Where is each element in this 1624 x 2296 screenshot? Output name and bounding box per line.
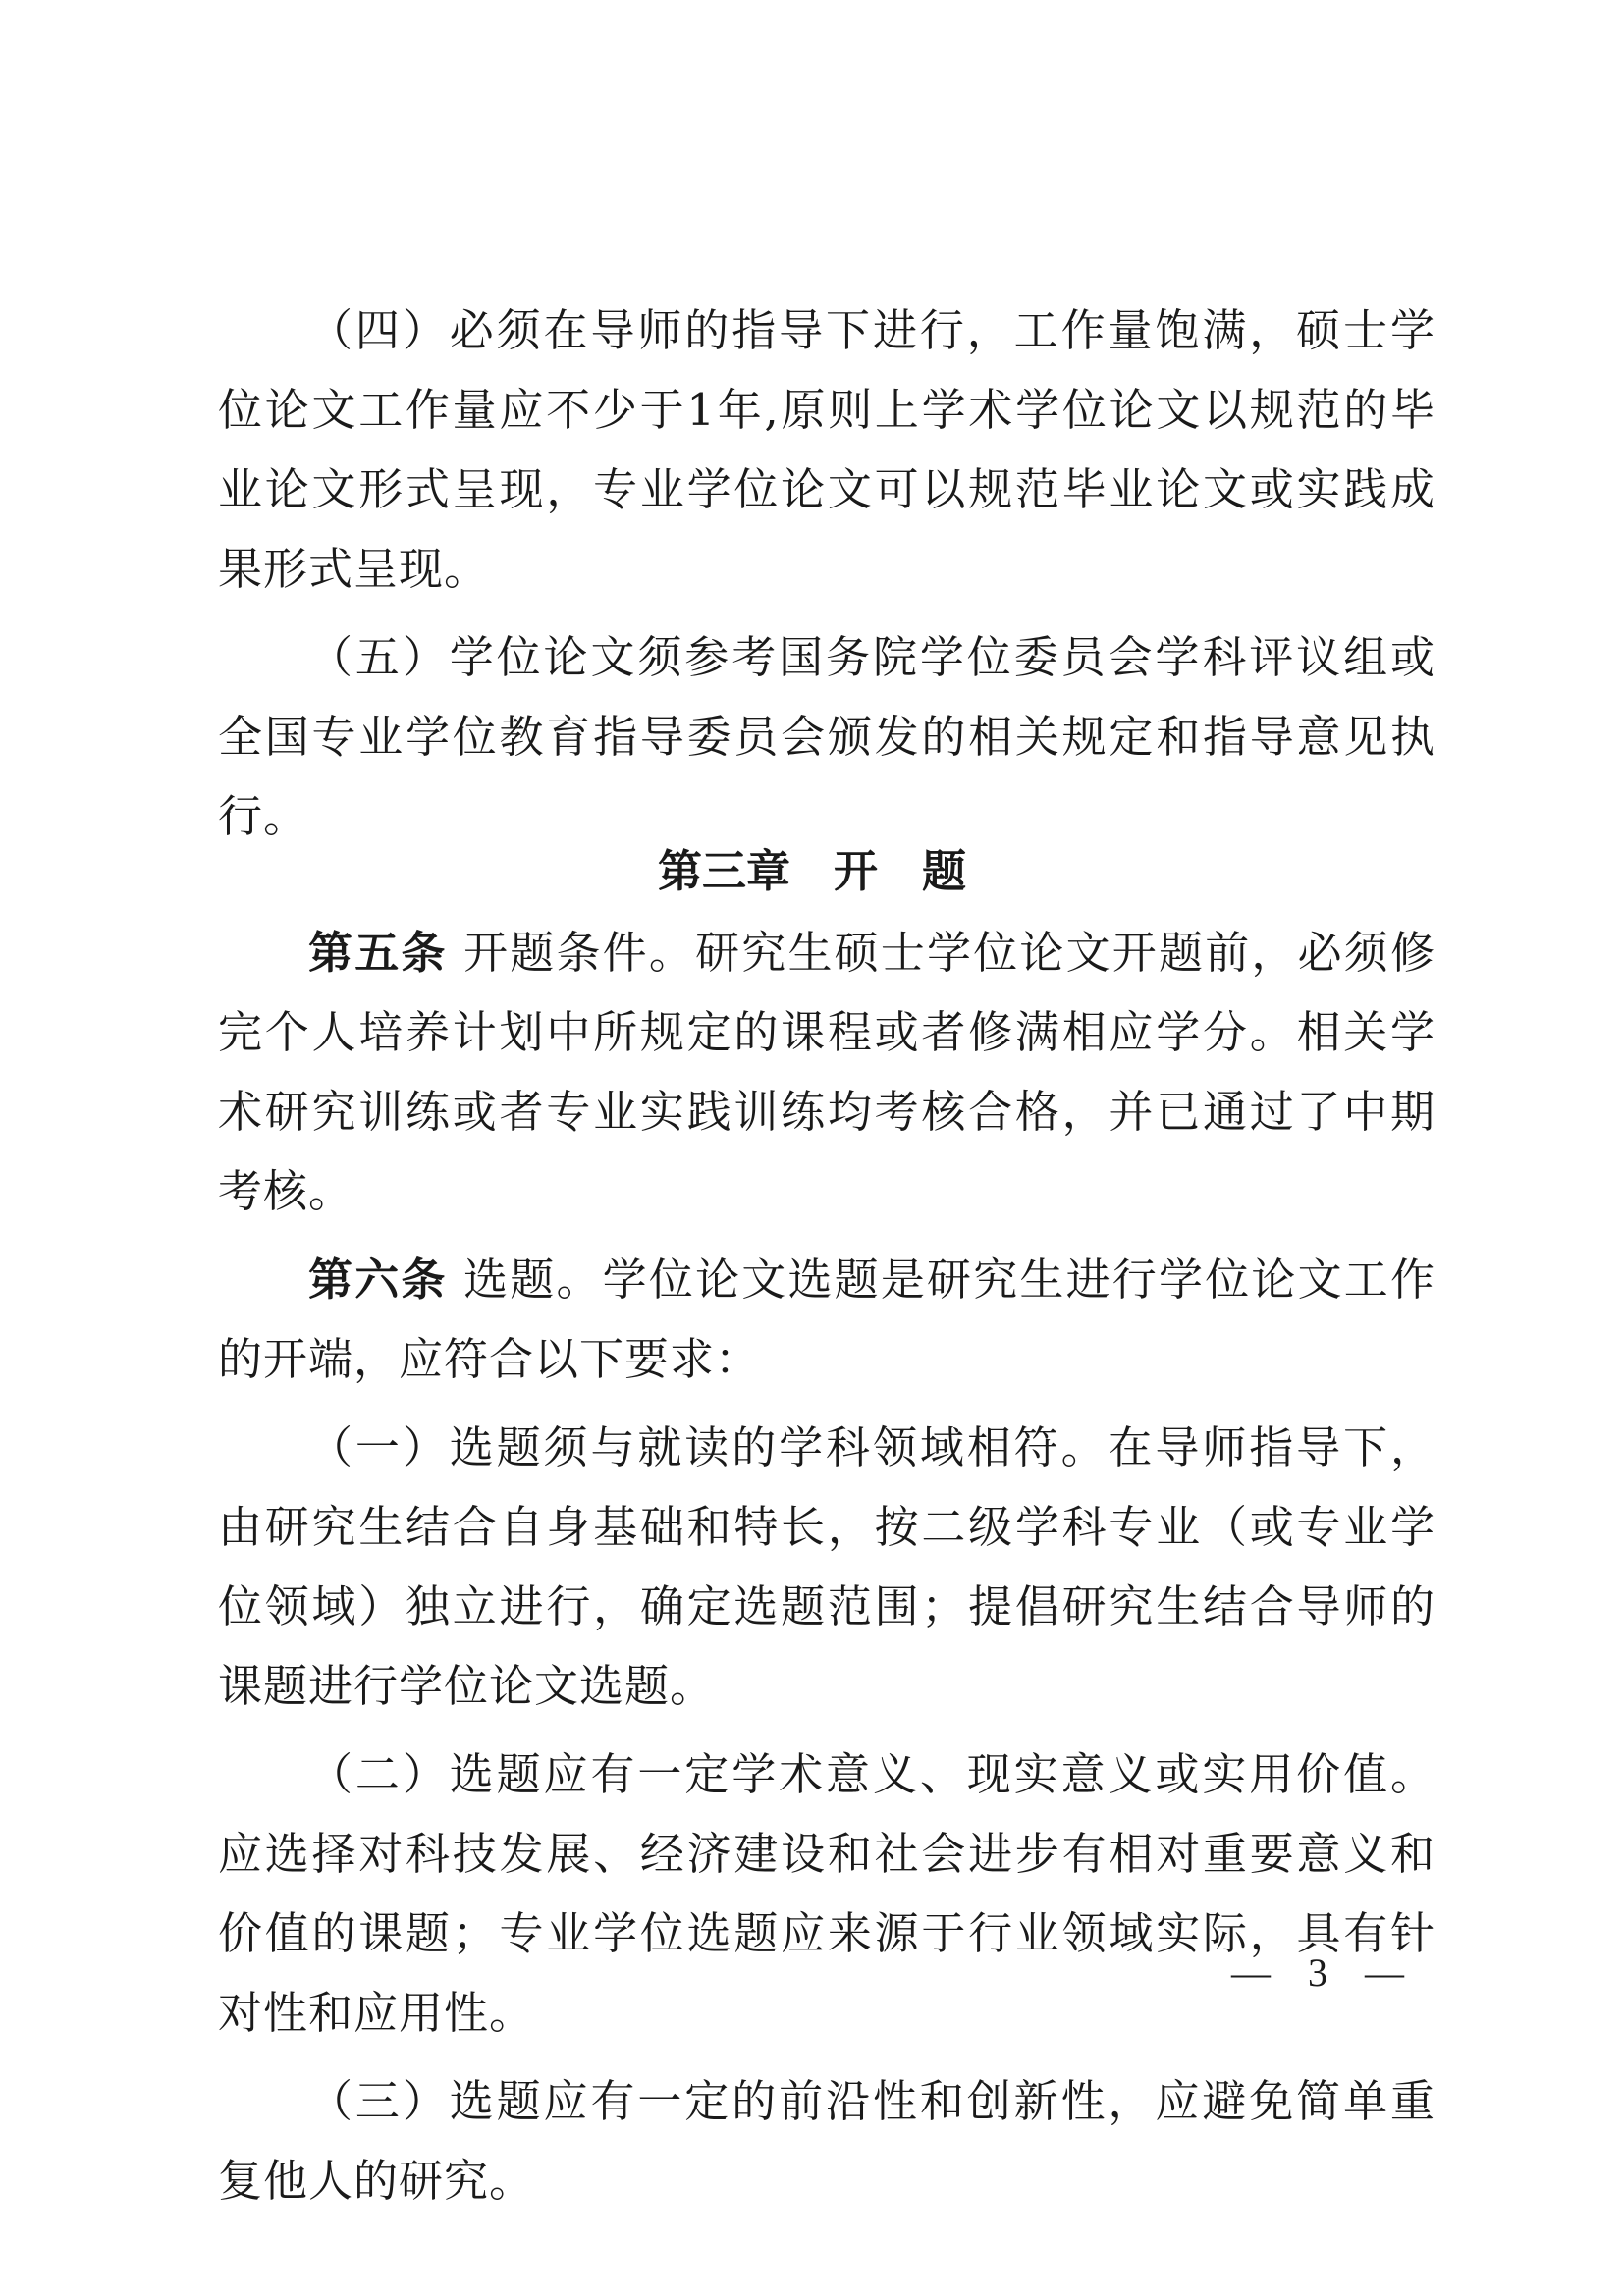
article-6-label: 第六条 [308, 1254, 448, 1306]
chapter-number: 第三章 [657, 845, 790, 897]
page-number: — 3 — [1231, 1950, 1418, 1995]
list-item-1: （一）选题须与就读的学科领域相符。在导师指导下，由研究生结合自身基础和特长，按二级学科专业（或专业学位领域）独立进行，确定选题范围；提倡研究生结合导师的课题进行学位论文选题。 [218, 1421, 1435, 1712]
article-5-text: 开题条件。研究生硕士学位论文开题前，必须修完个人培养计划中所规定的课程或者修满相应学分。相关学术研究训练或者专业实践训练均考核合格，并已通过了中期考核。 [218, 927, 1435, 1217]
chapter-heading [0, 842, 1624, 901]
chapter-title: 开 题 [834, 845, 967, 897]
list-item-2: （二）选题应有一定学术意义、现实意义或实用价值。应选择对科技发展、经济建设和社会进步有相对重要意义和价值的课题；专业学位选题应来源于行业领域实际，具有针对性和应用性。 [218, 1748, 1435, 2039]
top-section [218, 291, 1435, 856]
list-item-3: （三）选题应有一定的前沿性和创新性，应避免简单重复他人的研究。 [218, 2075, 1435, 2207]
paragraph-item-5: （五）学位论文须参考国务院学位委员会学科评议组或全国专业学位教育指导委员会颁发的相关规定和指导意见执行。 [218, 631, 1435, 842]
article-6 [218, 1240, 1435, 1399]
article-6-text: 选题。学位论文选题是研究生进行学位论文工作的开端，应符合以下要求： [218, 1254, 1435, 1385]
article-5 [218, 913, 1435, 1231]
article-5-label: 第五条 [308, 927, 448, 979]
main-section [218, 913, 1435, 2220]
paragraph-item-4: （四）必须在导师的指导下进行，工作量饱满，硕士学位论文工作量应不少于1年,原则上学术学位论文以规范的毕业论文形式呈现，专业学位论文可以规范毕业论文或实践成果形式呈现。 [218, 304, 1435, 595]
